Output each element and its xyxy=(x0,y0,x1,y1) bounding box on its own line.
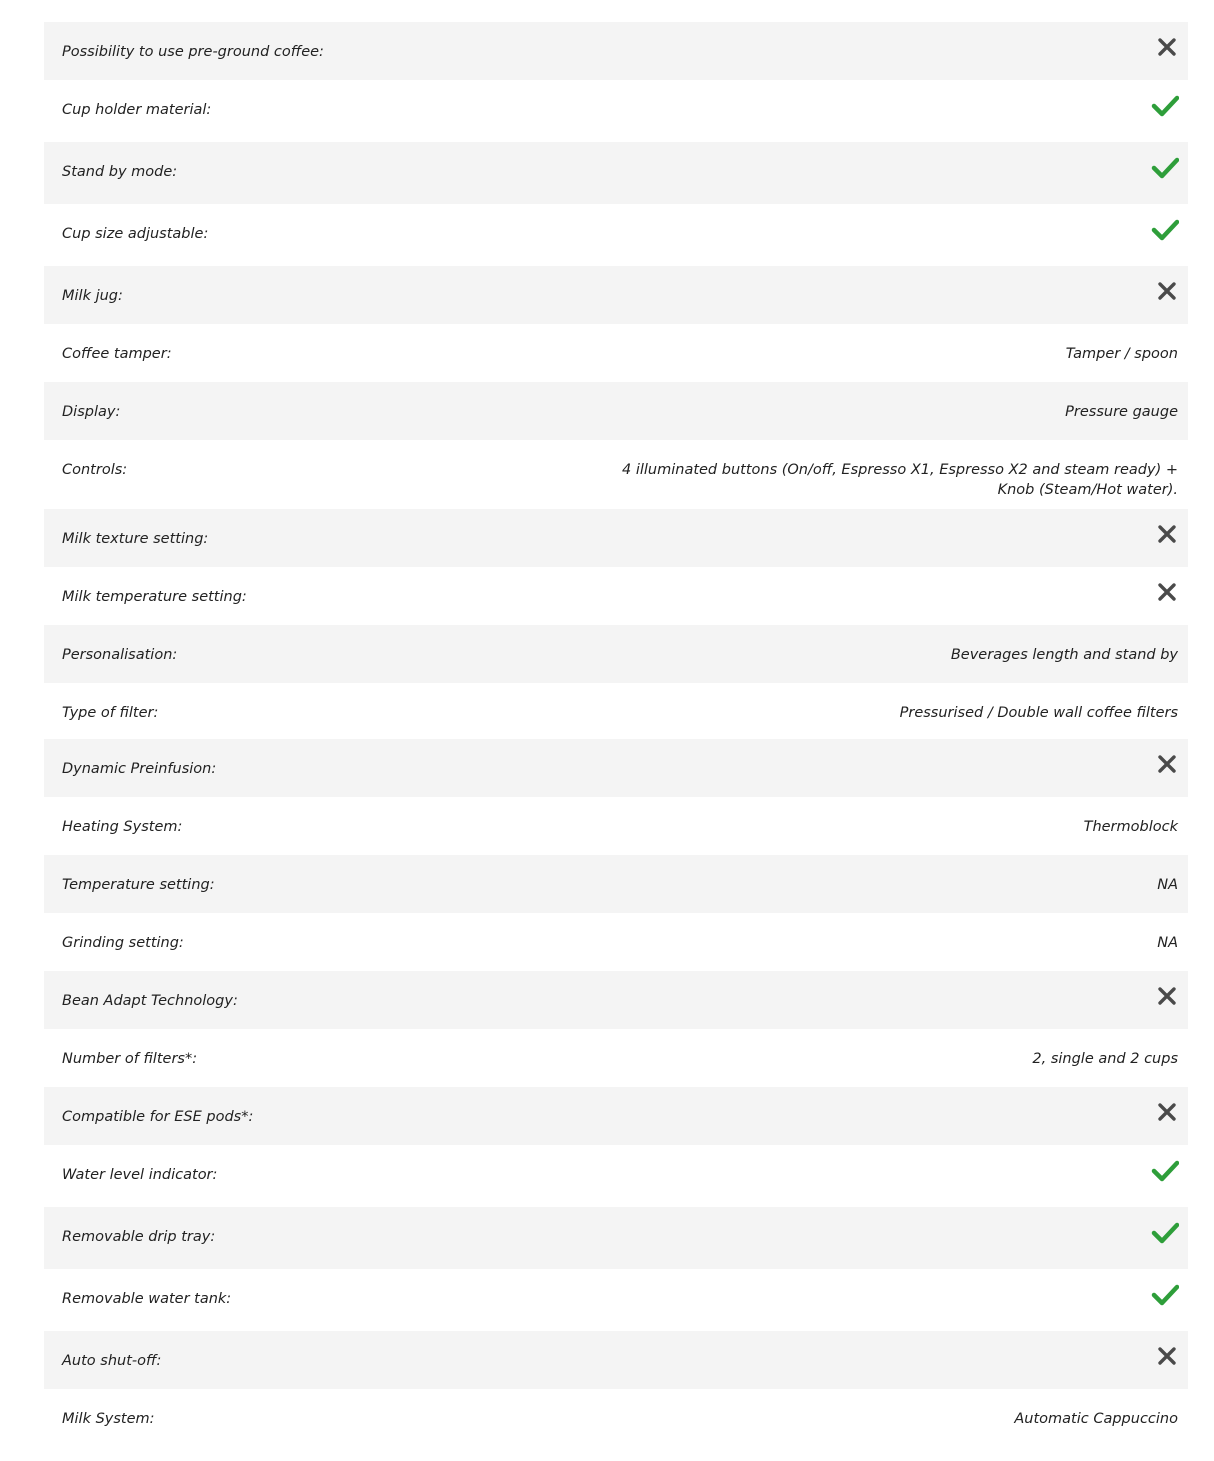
cross-icon xyxy=(1156,985,1178,1011)
spec-label: Temperature setting: xyxy=(62,877,215,893)
spec-label: Water level indicator: xyxy=(62,1167,218,1183)
spec-label: Milk temperature setting: xyxy=(62,589,247,605)
spec-label: Possibility to use pre-ground coffee: xyxy=(62,44,324,60)
check-icon xyxy=(1151,1283,1179,1311)
spec-value: Beverages length and stand by xyxy=(950,647,1178,663)
spec-value: Tamper / spoon xyxy=(1065,346,1178,362)
spec-row-coffee-tamper xyxy=(44,324,1188,382)
cross-icon xyxy=(1156,1345,1178,1371)
spec-label: Controls: xyxy=(62,462,128,478)
spec-row-milk-jug xyxy=(44,266,1188,324)
spec-row-stand-by-mode xyxy=(44,142,1188,204)
check-icon xyxy=(1151,1159,1179,1187)
spec-label: Removable drip tray: xyxy=(62,1229,216,1245)
spec-row-water-level-indicator xyxy=(44,1145,1188,1207)
spec-label: Auto shut-off: xyxy=(62,1353,162,1369)
spec-table xyxy=(44,22,1188,1447)
spec-row-number-of-filters xyxy=(44,1029,1188,1087)
spec-value: 2, single and 2 cups xyxy=(1032,1051,1178,1067)
spec-row-cup-holder-material xyxy=(44,80,1188,142)
spec-label: Stand by mode: xyxy=(62,164,178,180)
spec-row-type-of-filter xyxy=(44,683,1188,739)
spec-label: Coffee tamper: xyxy=(62,346,172,362)
spec-label: Compatible for ESE pods*: xyxy=(62,1109,254,1125)
spec-row-milk-temperature-setting xyxy=(44,567,1188,625)
cross-icon xyxy=(1156,1101,1178,1127)
spec-label: Bean Adapt Technology: xyxy=(62,993,238,1009)
cross-icon xyxy=(1156,36,1178,62)
spec-label: Type of filter: xyxy=(62,705,159,721)
spec-row-ese-pods xyxy=(44,1087,1188,1145)
cross-icon xyxy=(1156,523,1178,549)
spec-label: Milk jug: xyxy=(62,288,123,304)
spec-row-dynamic-preinfusion xyxy=(44,739,1188,797)
spec-row-pre-ground-coffee xyxy=(44,22,1188,80)
spec-value: 4 illuminated buttons (On/off, Espresso X1, Espresso X2 and steam ready) + Knob (Steam/Hot water). xyxy=(621,462,1178,498)
spec-label: Milk texture setting: xyxy=(62,531,209,547)
spec-row-milk-texture-setting xyxy=(44,509,1188,567)
spec-row-auto-shut-off xyxy=(44,1331,1188,1389)
spec-value: NA xyxy=(1157,935,1178,951)
spec-row-removable-water-tank xyxy=(44,1269,1188,1331)
spec-row-controls xyxy=(44,440,1188,509)
spec-row-display xyxy=(44,382,1188,440)
spec-value: Automatic Cappuccino xyxy=(1014,1411,1178,1427)
cross-icon xyxy=(1156,753,1178,779)
check-icon xyxy=(1151,1221,1179,1249)
spec-label: Grinding setting: xyxy=(62,935,184,951)
spec-label: Cup holder material: xyxy=(62,102,212,118)
spec-value: Thermoblock xyxy=(1083,819,1178,835)
spec-row-milk-system xyxy=(44,1389,1188,1447)
spec-label: Dynamic Preinfusion: xyxy=(62,761,217,777)
spec-row-temperature-setting xyxy=(44,855,1188,913)
spec-label: Cup size adjustable: xyxy=(62,226,209,242)
cross-icon xyxy=(1156,581,1178,607)
spec-label: Personalisation: xyxy=(62,647,178,663)
spec-row-cup-size-adjustable xyxy=(44,204,1188,266)
spec-row-heating-system xyxy=(44,797,1188,855)
spec-row-personalisation xyxy=(44,625,1188,683)
spec-row-removable-drip-tray xyxy=(44,1207,1188,1269)
spec-label: Heating System: xyxy=(62,819,183,835)
check-icon xyxy=(1151,94,1179,122)
spec-label: Number of filters*: xyxy=(62,1051,198,1067)
spec-value: Pressurised / Double wall coffee filters xyxy=(899,705,1178,721)
cross-icon xyxy=(1156,280,1178,306)
spec-label: Display: xyxy=(62,404,121,420)
spec-value: Pressure gauge xyxy=(1065,404,1178,420)
spec-value: NA xyxy=(1157,877,1178,893)
check-icon xyxy=(1151,156,1179,184)
spec-label: Removable water tank: xyxy=(62,1291,232,1307)
spec-row-grinding-setting xyxy=(44,913,1188,971)
check-icon xyxy=(1151,218,1179,246)
spec-label: Milk System: xyxy=(62,1411,155,1427)
spec-row-bean-adapt-technology xyxy=(44,971,1188,1029)
